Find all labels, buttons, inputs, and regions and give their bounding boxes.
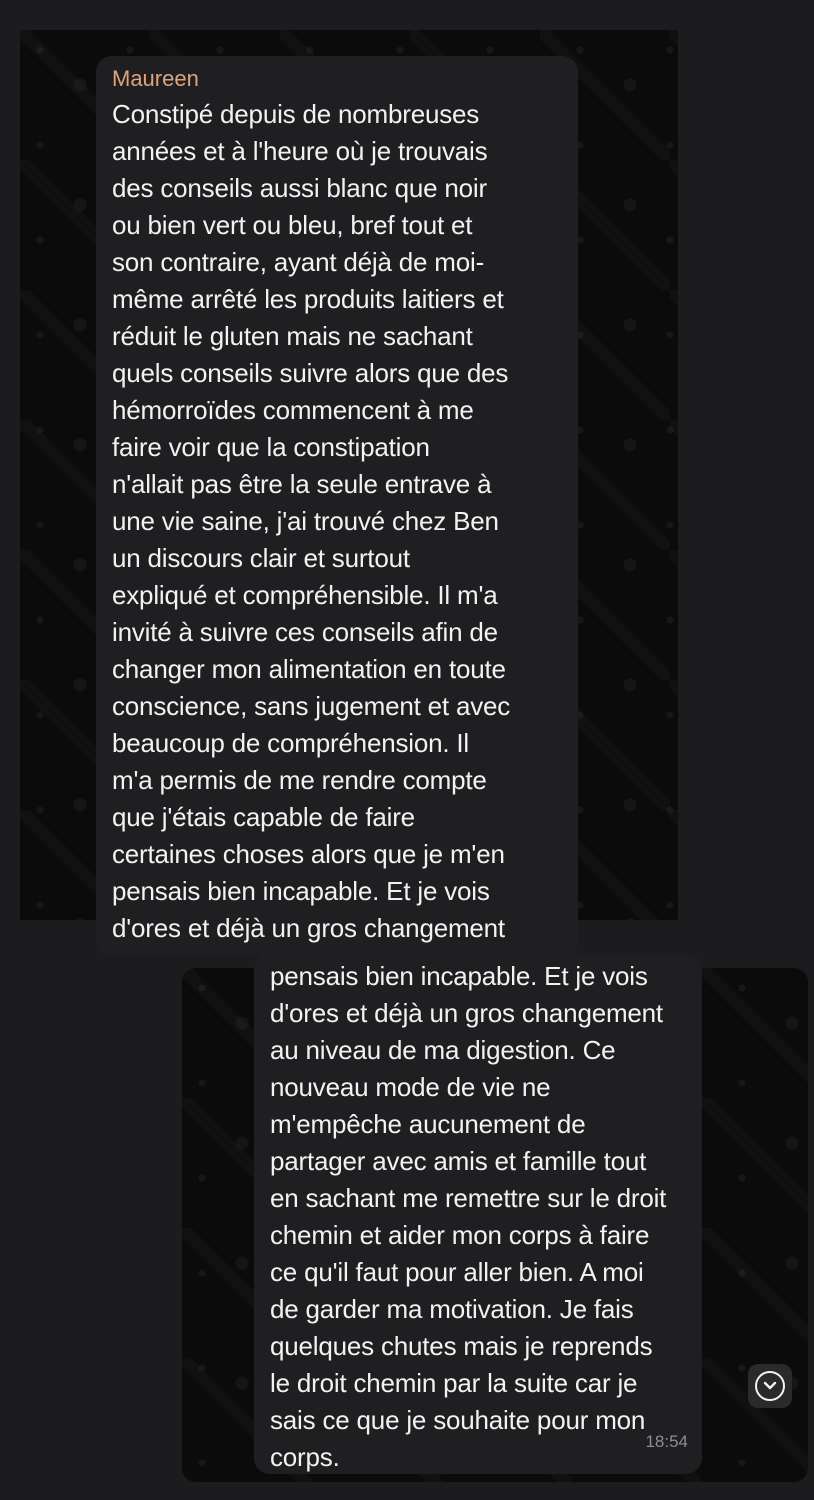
message-line: pensais bien incapable. Et je vois	[112, 876, 490, 906]
message-bubble-continued[interactable]	[254, 954, 702, 1474]
message-line: m'empêche aucunement de	[270, 1109, 586, 1139]
message-line: même arrêté les produits laitiers et	[112, 284, 504, 314]
message-line: en sachant me remettre sur le droit	[270, 1183, 667, 1213]
message-timestamp: 18:54	[645, 1432, 688, 1451]
chat-screenshot-top	[20, 30, 678, 943]
scroll-to-bottom-button[interactable]	[748, 1364, 792, 1408]
message-line: quelques chutes mais je reprends	[270, 1331, 653, 1361]
message-line: hémorroïdes commencent à me	[112, 395, 474, 425]
message-line: années et à l'heure où je trouvais	[112, 136, 488, 166]
message-line: Constipé depuis de nombreuses	[112, 99, 480, 129]
message-line: invité à suivre ces conseils afin de	[112, 617, 498, 647]
message-line: un discours clair et surtout	[112, 543, 410, 573]
message-line: n'allait pas être la seule entrave à	[112, 469, 492, 499]
chat-screenshot-bottom	[182, 961, 808, 1482]
message-text	[112, 96, 564, 947]
message-bubble-maureen[interactable]	[96, 56, 578, 956]
message-line: nouveau mode de vie ne	[270, 1072, 551, 1102]
message-text	[270, 954, 686, 1476]
message-line: corps.	[270, 1442, 340, 1472]
message-line: chemin et aider mon corps à faire	[270, 1220, 650, 1250]
message-line: réduit le gluten mais ne sachant	[112, 321, 473, 351]
message-line: ce qu'il faut pour aller bien. A moi	[270, 1257, 644, 1287]
message-line: m'a permis de me rendre compte	[112, 765, 487, 795]
message-line: d'ores et déjà un gros changement	[270, 998, 663, 1028]
message-line: partager avec amis et famille tout	[270, 1146, 647, 1176]
chevron-down-circle-icon	[755, 1371, 785, 1401]
chevron-down-icon	[763, 1381, 777, 1391]
sender-name[interactable]: Maureen	[112, 66, 199, 91]
message-line: des conseils aussi blanc que noir	[112, 173, 487, 203]
message-line: conscience, sans jugement et avec	[112, 691, 511, 721]
message-line: son contraire, ayant déjà de moi-	[112, 247, 485, 277]
message-line: expliqué et compréhensible. Il m'a	[112, 580, 498, 610]
message-line: au niveau de ma digestion. Ce	[270, 1035, 616, 1065]
message-line: faire voir que la constipation	[112, 432, 430, 462]
message-line: beaucoup de compréhension. Il	[112, 728, 470, 758]
message-line: que j'étais capable de faire	[112, 802, 415, 832]
message-line: une vie saine, j'ai trouvé chez Ben	[112, 506, 499, 536]
message-line: ou bien vert ou bleu, bref tout et	[112, 210, 473, 240]
message-line: le droit chemin par la suite car je	[270, 1368, 638, 1398]
message-line: pensais bien incapable. Et je vois	[270, 961, 648, 991]
message-line: certaines choses alors que je m'en	[112, 839, 505, 869]
message-line: d'ores et déjà un gros changement	[112, 913, 505, 943]
message-line: changer mon alimentation en toute	[112, 654, 506, 684]
message-line: de garder ma motivation. Je fais	[270, 1294, 634, 1324]
message-line: sais ce que je souhaite pour mon	[270, 1405, 646, 1435]
message-line: quels conseils suivre alors que des	[112, 358, 509, 388]
